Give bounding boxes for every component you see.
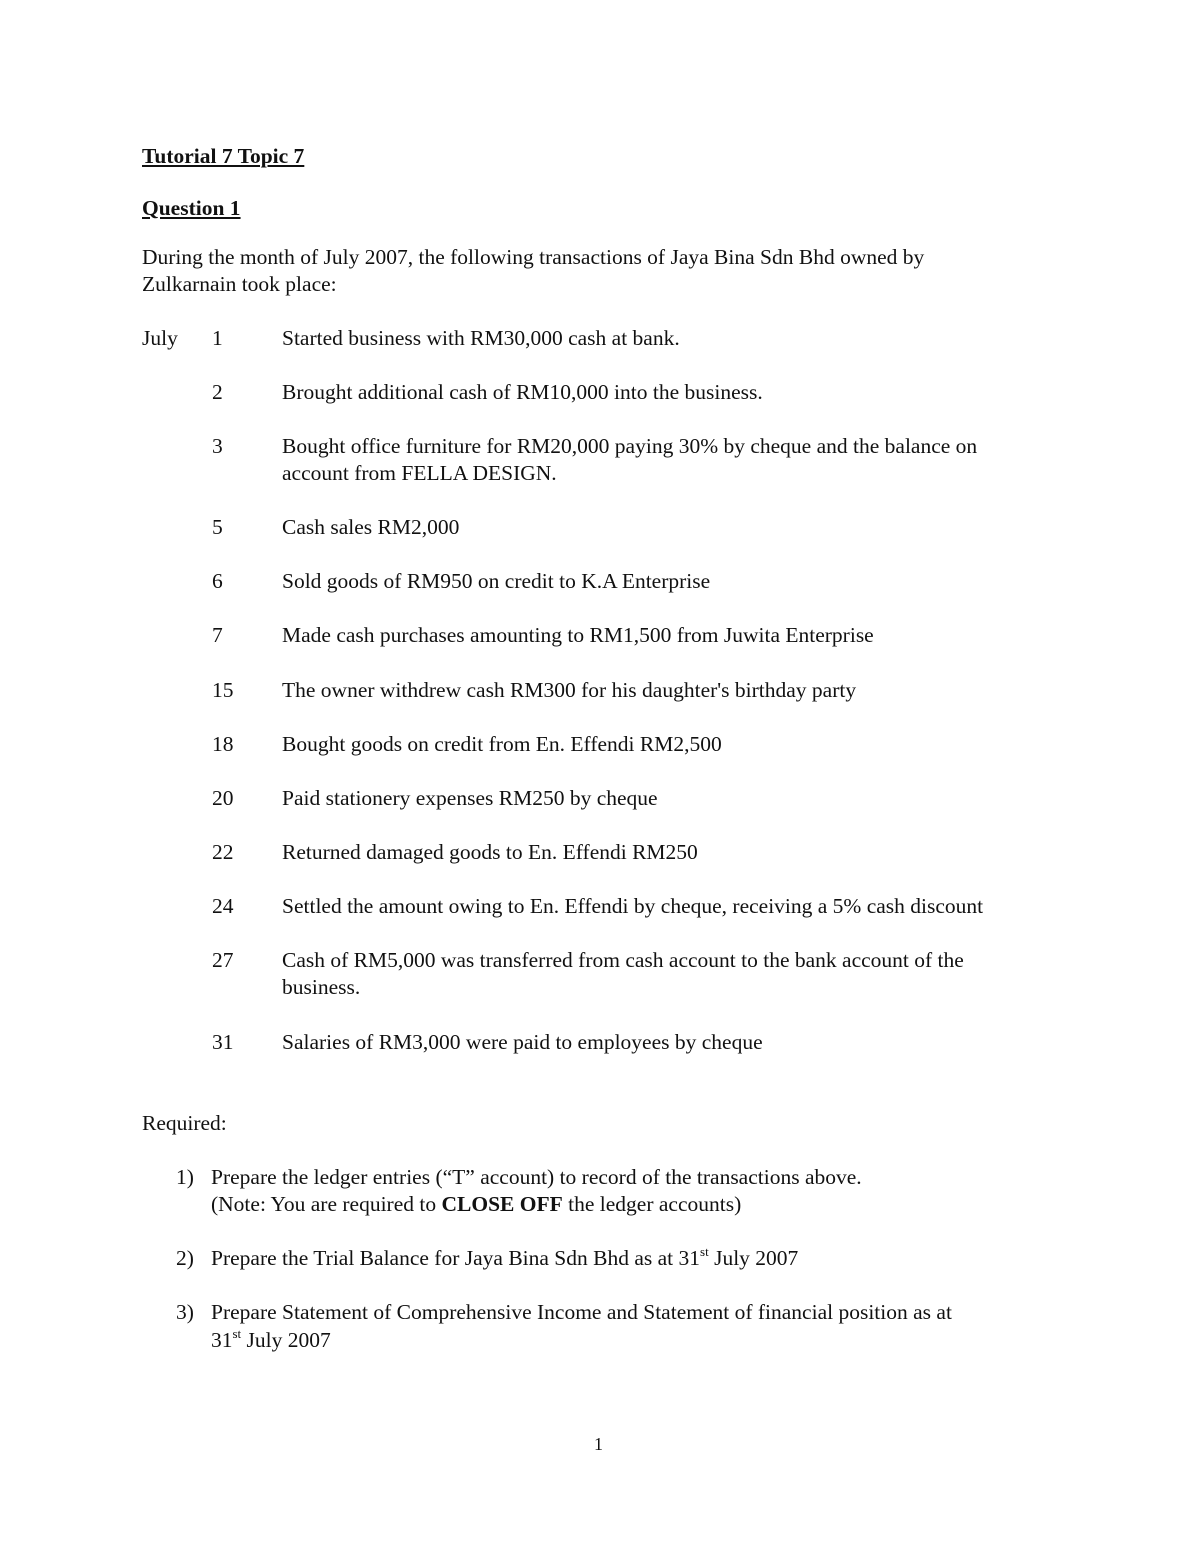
requirement-number: 2) <box>176 1246 194 1270</box>
transaction-day: 7 <box>212 623 223 647</box>
requirement-number: 1) <box>176 1165 194 1189</box>
transaction-text: Made cash purchases amounting to RM1,500 from Juwita Enterprise <box>282 623 874 647</box>
requirement-text-before: Prepare the Trial Balance for Jaya Bina Sdn Bhd as at 31 <box>211 1246 701 1270</box>
ordinal-suffix: st <box>232 1326 242 1341</box>
transaction-day: 27 <box>212 948 234 972</box>
transaction-text: Returned damaged goods to En. Effendi RM250 <box>282 840 698 864</box>
transaction-text: Cash of RM5,000 was transferred from cash account to the bank account of the <box>282 948 964 972</box>
transaction-day: 15 <box>212 678 234 702</box>
requirement-number: 3) <box>176 1300 194 1324</box>
transaction-text: Sold goods of RM950 on credit to K.A Enterprise <box>282 569 711 593</box>
requirement-note <box>211 1192 741 1217</box>
transaction-text: Bought goods on credit from En. Effendi RM2,500 <box>282 732 722 756</box>
transaction-day: 31 <box>212 1030 234 1054</box>
transaction-text-continued: account from FELLA DESIGN. <box>282 461 557 485</box>
requirement-text-after: July 2007 <box>241 1328 331 1352</box>
transaction-text: Brought additional cash of RM10,000 into the business. <box>282 380 763 404</box>
transaction-day: 20 <box>212 786 234 810</box>
month-label: July <box>142 326 178 350</box>
note-emphasis: CLOSE OFF <box>441 1192 563 1216</box>
transaction-day: 6 <box>212 569 223 593</box>
requirement-text-before: 31 <box>211 1328 233 1352</box>
page-number: 1 <box>594 1434 603 1454</box>
requirement-text <box>211 1246 798 1271</box>
transaction-day: 1 <box>212 326 223 350</box>
ordinal-suffix: st <box>700 1244 709 1259</box>
requirement-text-continued <box>211 1328 331 1353</box>
transaction-text: Started business with RM30,000 cash at bank. <box>282 326 680 350</box>
intro-line-2: Zulkarnain took place: <box>142 272 337 296</box>
page-title: Tutorial 7 Topic 7 <box>142 144 305 168</box>
transaction-text: Cash sales RM2,000 <box>282 515 460 539</box>
requirement-text: Prepare Statement of Comprehensive Income and Statement of financial position as at <box>211 1300 952 1324</box>
transaction-text: Settled the amount owing to En. Effendi by cheque, receiving a 5% cash discount <box>282 894 984 918</box>
transaction-day: 3 <box>212 434 223 458</box>
transaction-text: The owner withdrew cash RM300 for his daughter's birthday party <box>282 678 857 702</box>
transaction-day: 24 <box>212 894 234 918</box>
note-prefix: (Note: You are required to <box>211 1192 442 1216</box>
transaction-day: 2 <box>212 380 223 404</box>
intro-line-1: During the month of July 2007, the following transactions of Jaya Bina Sdn Bhd owned by <box>142 245 925 269</box>
required-label: Required: <box>142 1111 227 1135</box>
transaction-text: Bought office furniture for RM20,000 paying 30% by cheque and the balance on <box>282 434 978 458</box>
requirement-text-after: July 2007 <box>708 1246 799 1270</box>
question-heading: Question 1 <box>142 196 241 220</box>
transaction-day: 5 <box>212 515 223 539</box>
requirement-text: Prepare the ledger entries (“T” account) to record of the transactions above. <box>211 1165 862 1189</box>
note-suffix: the ledger accounts) <box>562 1192 742 1216</box>
transaction-text-continued: business. <box>282 975 361 999</box>
transaction-text: Salaries of RM3,000 were paid to employees by cheque <box>282 1030 763 1054</box>
transaction-day: 18 <box>212 732 234 756</box>
transaction-day: 22 <box>212 840 234 864</box>
transaction-text: Paid stationery expenses RM250 by cheque <box>282 786 658 810</box>
